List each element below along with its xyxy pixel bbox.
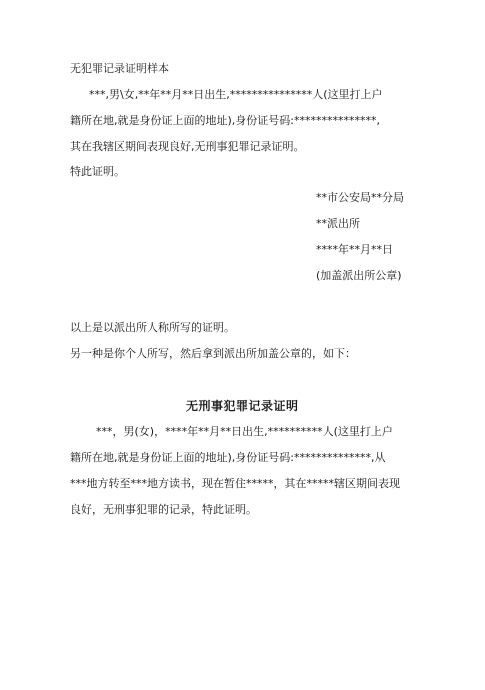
sample1-line-1: ***,男\女,**年**月**日出生,***************人(这里打上户 <box>89 88 383 101</box>
signature-date: ****年**月**日 <box>316 243 393 256</box>
sample1-line-3: 其在我辖区期间表现良好,无刑事犯罪记录证明。 <box>70 140 305 153</box>
sample2-line-2: 籍所在地,就是身份证上面的地址),身份证号码:**************,从 <box>70 451 386 464</box>
sample2-line-4: 良好，无刑事犯罪的记录，特此证明。 <box>70 503 257 516</box>
document-heading: 无犯罪记录证明样本 <box>70 62 169 75</box>
signature-seal-note: (加盖派出所公章) <box>316 269 402 282</box>
sample2-line-3: ***地方转至***地方读书，现在暂住*****，其在*****辖区期间表现 <box>70 477 400 490</box>
sample2-title: 无刑事犯罪记录证明 <box>186 399 299 413</box>
sample1-line-4: 特此证明。 <box>70 165 125 178</box>
sample1-line-2: 籍所在地,就是身份证上面的地址),身份证号码:***************, <box>70 114 380 127</box>
signature-station: **派出所 <box>316 217 360 230</box>
note-line-2: 另一种是你个人所写，然后拿到派出所加盖公章的，如下： <box>70 347 356 360</box>
note-line-1: 以上是以派出所人称所写的证明。 <box>70 321 235 334</box>
sample2-line-1: ***，男(女)，****年**月**日出生,**********人(这里打上户 <box>96 425 393 438</box>
signature-bureau: **市公安局**分局 <box>316 191 404 204</box>
